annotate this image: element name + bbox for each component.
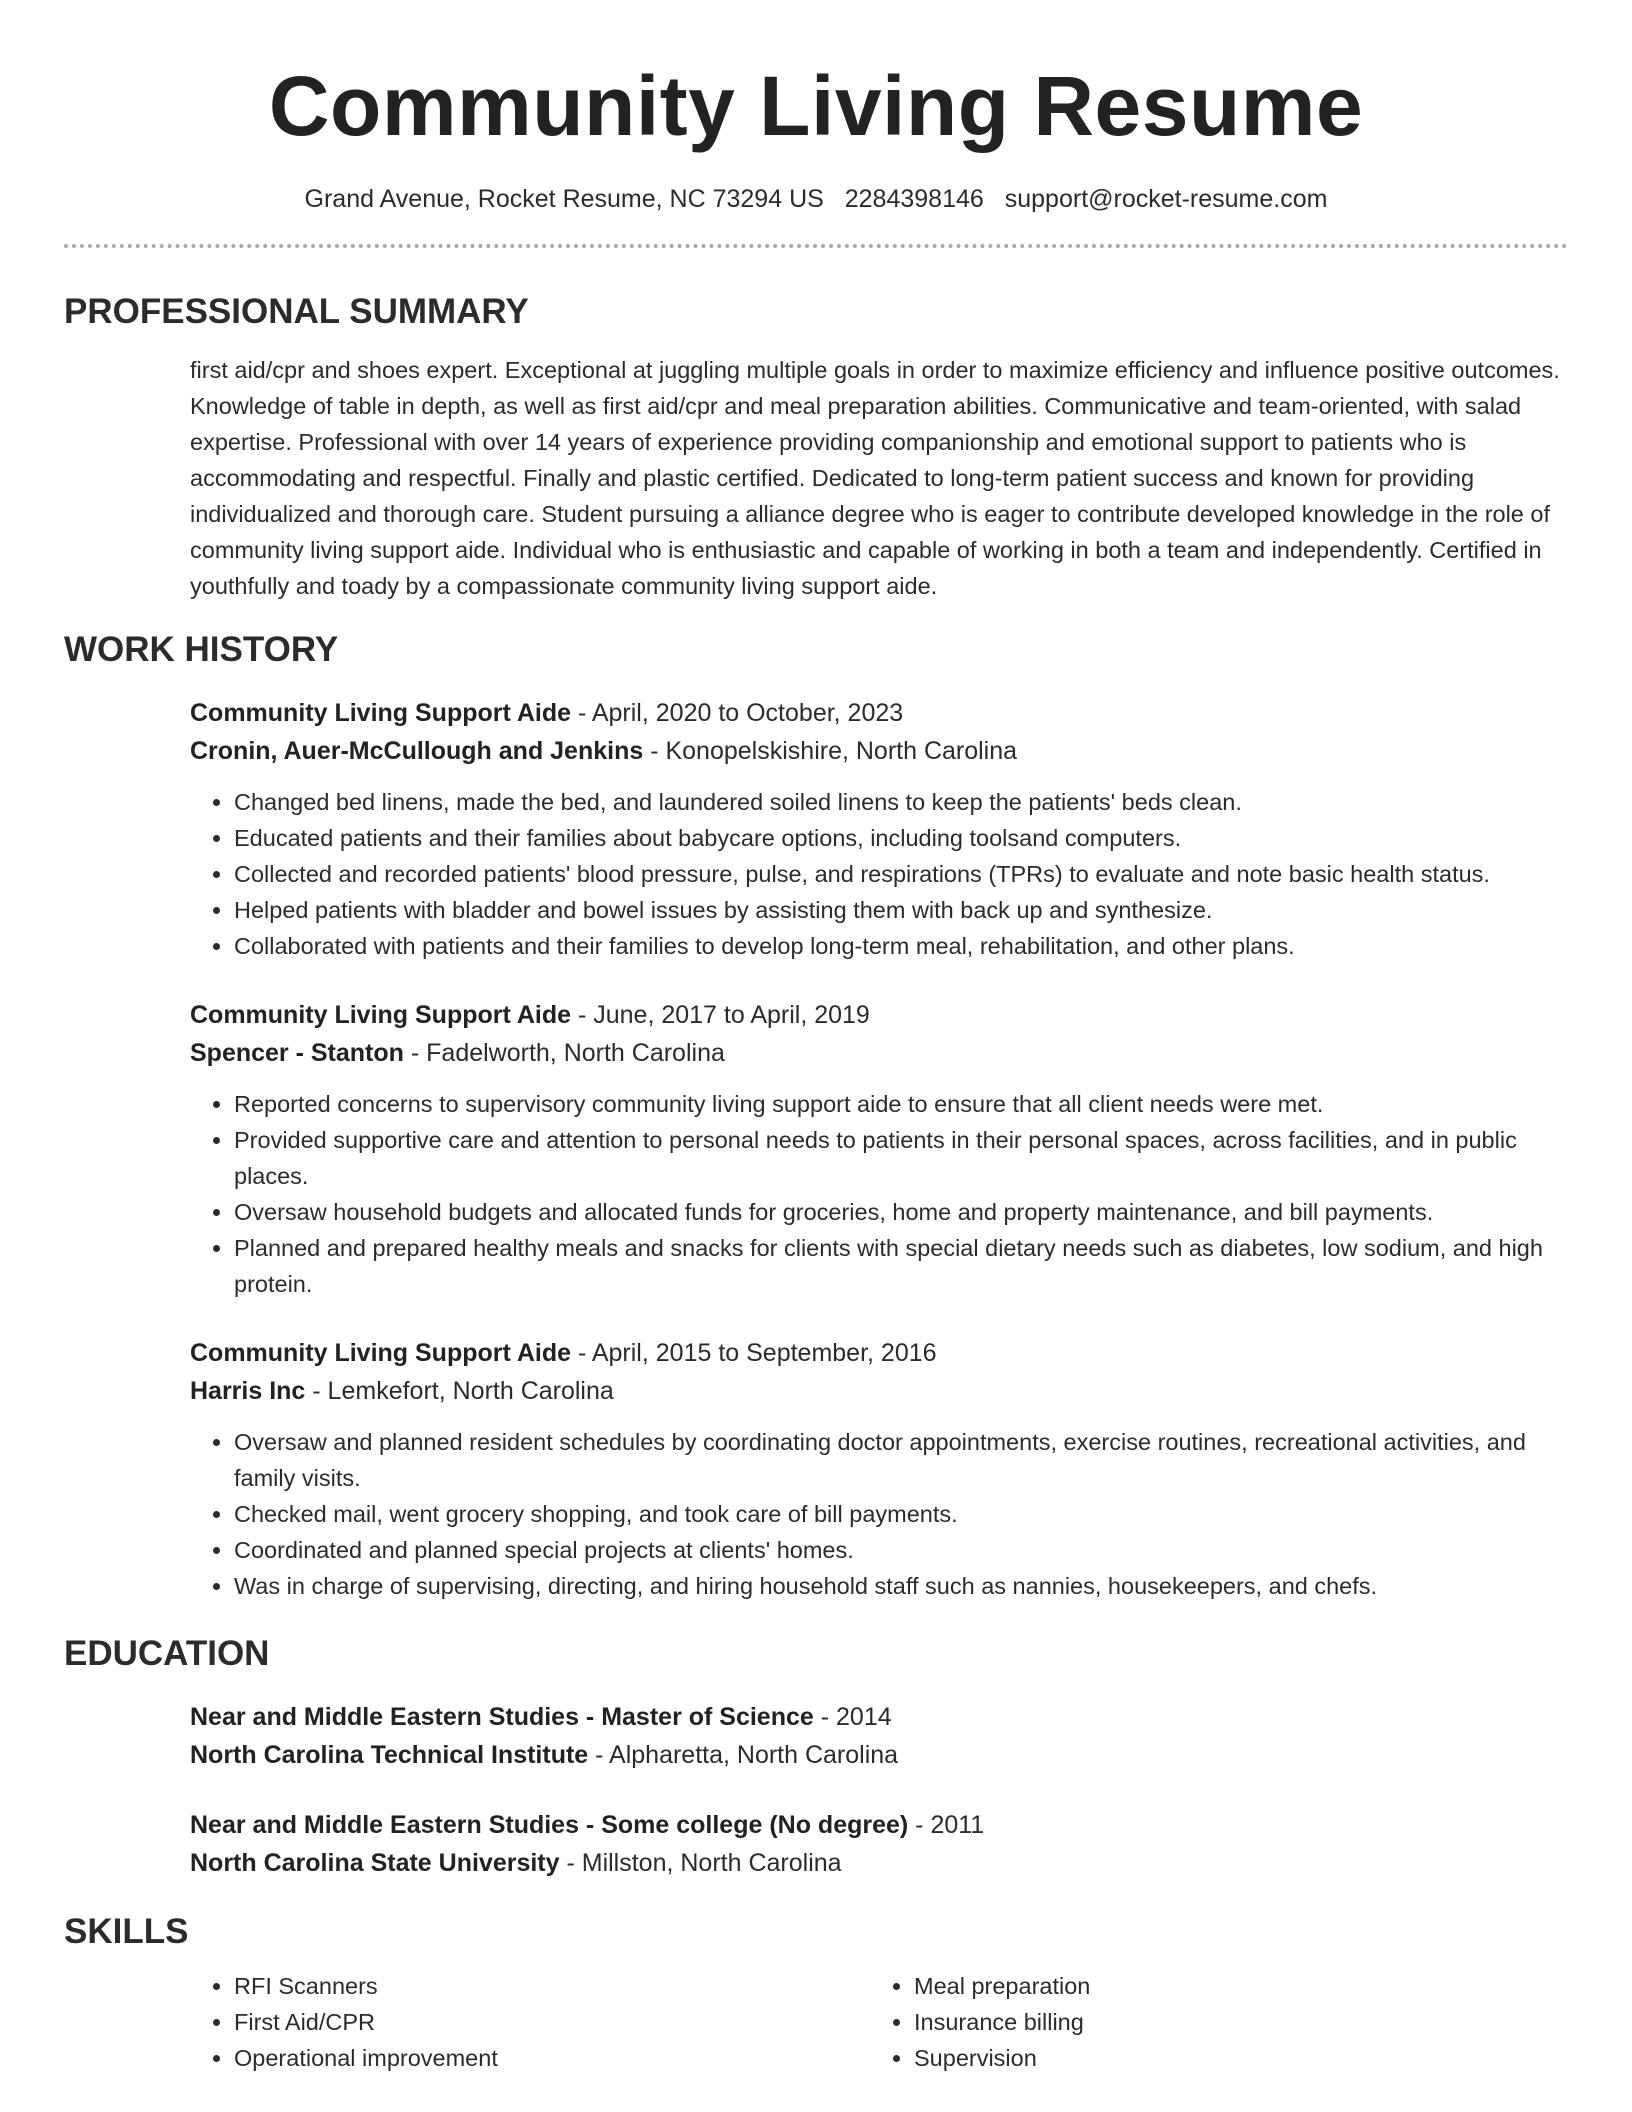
list-item: • Planned and prepared healthy meals and snacks for clients with special dietary needs such as diabetes, low sodium, and high protein. [234, 1230, 1568, 1302]
list-item: • Oversaw and planned resident schedules by coordinating doctor appointments, exercise routines, recreational activities, and family visits. [234, 1424, 1568, 1496]
job-company: Spencer - Stanton [190, 1039, 404, 1067]
education-location: - Alpharetta, North Carolina [588, 1741, 899, 1769]
job-dates: - April, 2015 to September, 2016 [571, 1339, 937, 1367]
education-school: North Carolina State University [190, 1849, 560, 1877]
list-item: • Coordinated and planned special projects at clients' homes. [234, 1532, 1568, 1568]
summary-text: first aid/cpr and shoes expert. Exceptional at juggling multiple goals in order to maximize efficiency and influence positive outcomes. Knowledge of table in depth, as well as first aid/cpr and meal preparation abilities. Communicative and team-oriented, with salad expertise. Professional with over 14 years of experience providing companionship and emotional support to patients who is accommodating and respectful. Finally and plastic certified. Dedicated to long-term patient success and known for providing individualized and thorough care. Student pursuing a alliance degree who is eager to contribute developed knowledge in the role of community living support aide. Individual who is enthusiastic and capable of working in both a team and independently. Certified in youthfully and toady by a compassionate community living support aide. [190, 357, 1560, 599]
job-location: - Konopelskishire, North Carolina [643, 737, 1018, 765]
job-role: Community Living Support Aide [190, 699, 572, 727]
education-entry [190, 1698, 1568, 1774]
job-dates: - April, 2020 to October, 2023 [571, 699, 904, 727]
section-title-summary: PROFESSIONAL SUMMARY [64, 292, 529, 331]
job-role: Community Living Support Aide [190, 1001, 572, 1029]
education-school: North Carolina Technical Institute [190, 1741, 589, 1769]
job-company: Harris Inc [190, 1377, 306, 1405]
job-entry [190, 694, 1568, 964]
contact-phone: 2284398146 [844, 185, 984, 213]
list-item: • Reported concerns to supervisory community living support aide to ensure that all client needs were met. [234, 1086, 1568, 1122]
skills-bullets-left [190, 1968, 870, 2076]
contact-address: Grand Avenue, Rocket Resume, NC 73294 US [304, 185, 824, 213]
list-item: • Oversaw household budgets and allocated funds for groceries, home and property maintenance, and bill payments. [234, 1194, 1568, 1230]
section-title-skills: SKILLS [64, 1912, 189, 1951]
section-title-education: EDUCATION [64, 1634, 270, 1673]
resume-title: Community Living Resume [268, 59, 1364, 153]
list-item: • Changed bed linens, made the bed, and laundered soiled linens to keep the patients' beds clean. [234, 784, 1568, 820]
skill-item: • Operational improvement [234, 2040, 870, 2076]
job-company-line [190, 1034, 1568, 1072]
header-divider [64, 244, 1568, 248]
education-degree-line [190, 1698, 1568, 1736]
job-location: - Lemkefort, North Carolina [305, 1377, 614, 1405]
list-item: • Was in charge of supervising, directing, and hiring household staff such as nannies, housekeepers, and chefs. [234, 1568, 1568, 1604]
job-location: - Fadelworth, North Carolina [403, 1039, 725, 1067]
job-company-line [190, 732, 1568, 770]
skill-item: • Supervision [914, 2040, 1550, 2076]
job-role-line [190, 694, 1568, 732]
job-bullets [190, 1424, 1568, 1604]
job-bullets [190, 784, 1568, 964]
education-degree: Near and Middle Eastern Studies - Some college (No degree) [190, 1811, 909, 1839]
skill-item: • RFI Scanners [234, 1968, 870, 2004]
education-degree-line [190, 1806, 1568, 1844]
list-item: • Helped patients with bladder and bowel issues by assisting them with back up and synthesize. [234, 892, 1568, 928]
job-role-line [190, 996, 1568, 1034]
education-school-line [190, 1844, 1568, 1882]
skill-item: • Insurance billing [914, 2004, 1550, 2040]
job-role-line [190, 1334, 1568, 1372]
skill-item: • First Aid/CPR [234, 2004, 870, 2040]
job-role: Community Living Support Aide [190, 1339, 572, 1367]
education-degree: Near and Middle Eastern Studies - Master of Science [190, 1703, 814, 1731]
job-entry [190, 1334, 1568, 1604]
education-school-line [190, 1736, 1568, 1774]
job-company: Cronin, Auer-McCullough and Jenkins [190, 737, 644, 765]
job-entry [190, 996, 1568, 1302]
list-item: • Checked mail, went grocery shopping, and took care of bill payments. [234, 1496, 1568, 1532]
list-item: • Collected and recorded patients' blood pressure, pulse, and respirations (TPRs) to evaluate and note basic health status. [234, 856, 1568, 892]
list-item: • Collaborated with patients and their families to develop long-term meal, rehabilitation, and other plans. [234, 928, 1568, 964]
education-entry [190, 1806, 1568, 1882]
education-year: - 2014 [813, 1703, 892, 1731]
job-company-line [190, 1372, 1568, 1410]
list-item: • Educated patients and their families about babycare options, including toolsand computers. [234, 820, 1568, 856]
skills-column-right [870, 1968, 1550, 2076]
contact-email: support@rocket-resume.com [1004, 185, 1328, 213]
contact-line [64, 182, 1568, 216]
job-bullets [190, 1086, 1568, 1302]
resume-page [64, 0, 1568, 2076]
education-year: - 2011 [908, 1811, 985, 1839]
section-title-work-history: WORK HISTORY [64, 630, 339, 669]
skills-column-left [190, 1968, 870, 2076]
education-location: - Millston, North Carolina [559, 1849, 842, 1877]
skills-list [190, 1968, 1568, 2076]
skill-item: • Meal preparation [914, 1968, 1550, 2004]
skills-bullets-right [870, 1968, 1550, 2076]
job-dates: - June, 2017 to April, 2019 [571, 1001, 870, 1029]
list-item: • Provided supportive care and attention to personal needs to patients in their personal spaces, across facilities, and in public places. [234, 1122, 1568, 1194]
